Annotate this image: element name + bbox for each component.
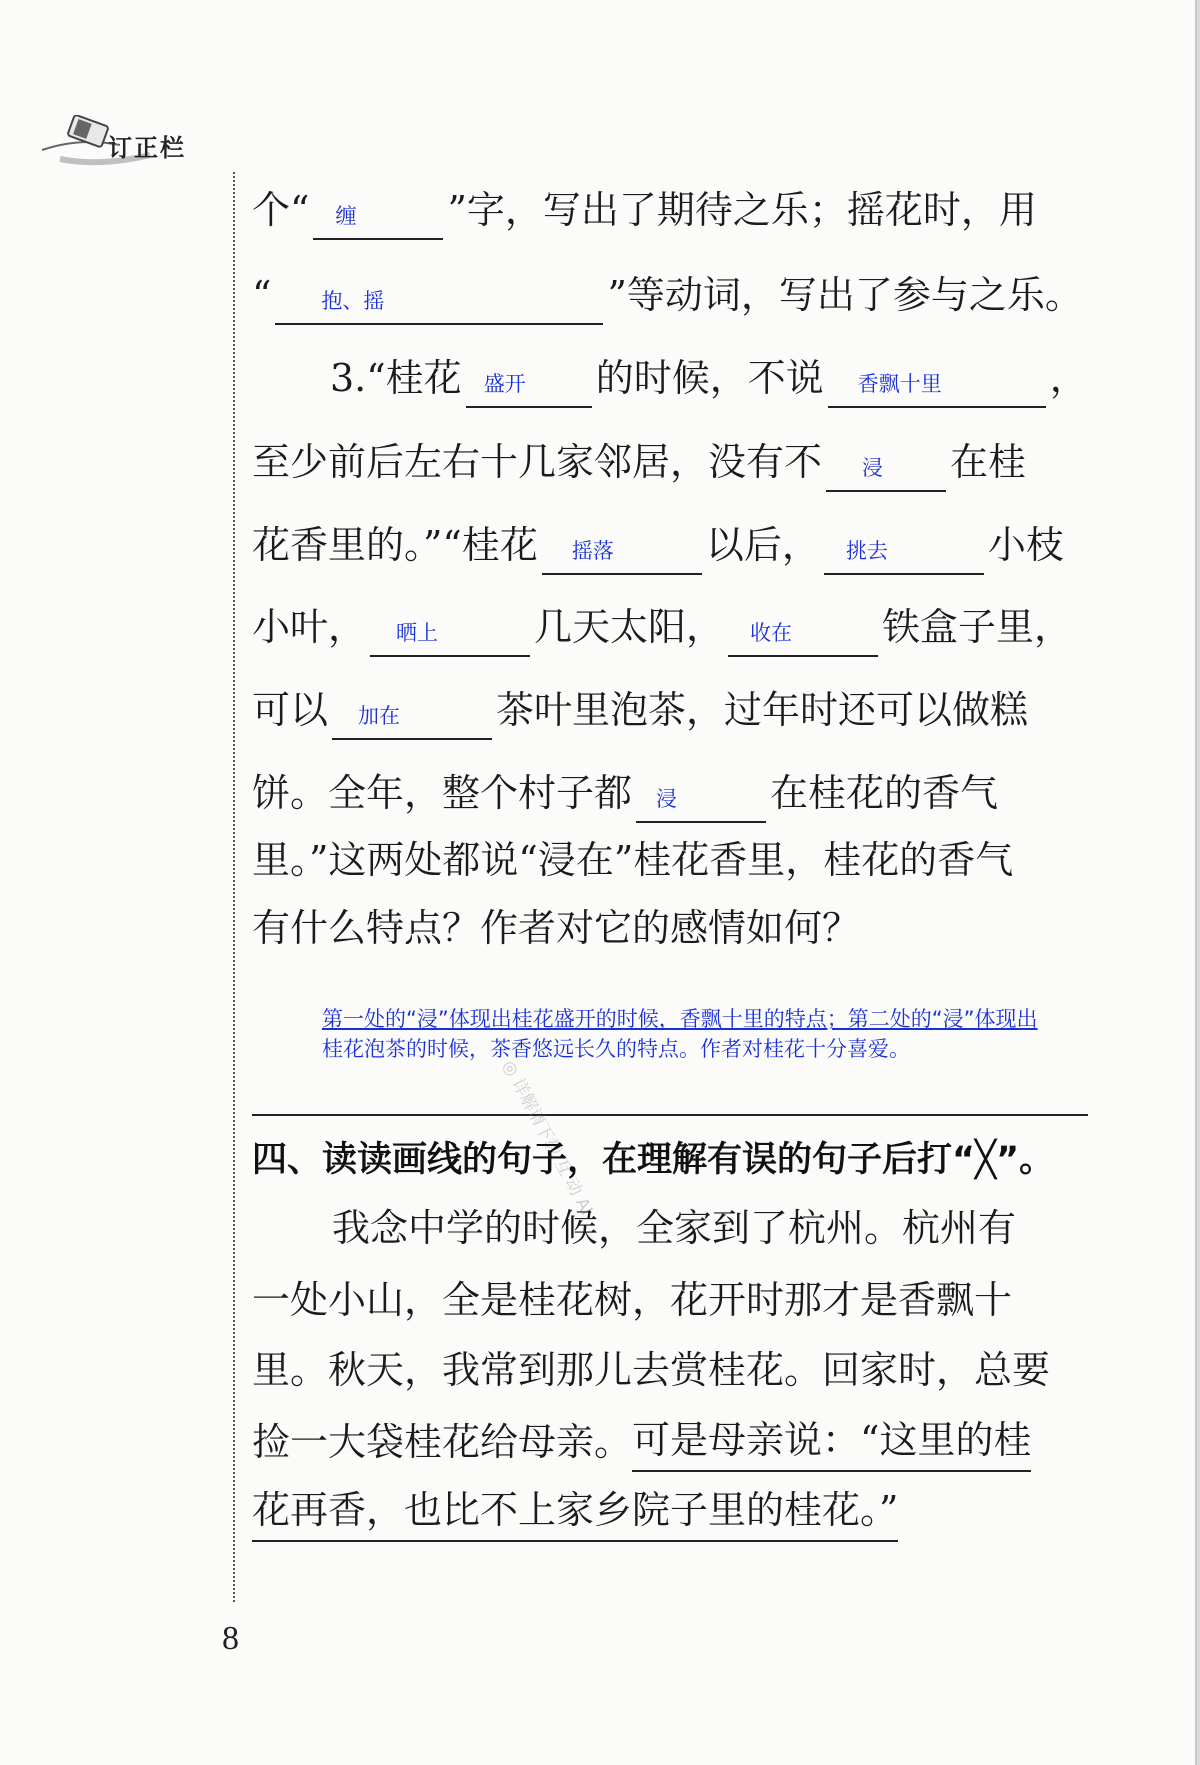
passage-line-4: 捡一大袋桂花给母亲。可是母亲说：“这里的桂 xyxy=(252,1410,1092,1470)
text-line-9: 里。”这两处都说“浸在”桂花香里，桂花的香气 xyxy=(252,838,1014,882)
text-line-1: 个“ 缠 ”字，写出了期待之乐；摇花时，用 xyxy=(252,180,1092,240)
text-line-3: 3.“桂花 盛开 的时候，不说 香飘十里 ， xyxy=(330,348,1170,408)
text-line-7: 可以 加在 茶叶里泡茶，过年时还可以做糕 xyxy=(252,680,1092,740)
passage-line-5 xyxy=(252,1480,1092,1540)
text-line-8: 饼。全年，整个村子都 浸 在桂花的香气 xyxy=(252,763,1092,823)
passage-line-2: 一处小山，全是桂花树，花开时那才是香飘十 xyxy=(252,1278,1013,1322)
answer-blank[interactable]: 缠 xyxy=(313,186,443,240)
answer-blank[interactable]: 挑去 xyxy=(824,521,984,575)
answer-blank[interactable]: 香飘十里 xyxy=(828,354,1046,408)
text-line-5: 花香里的。”“桂花 摇落 以后， 挑去 小枝 xyxy=(252,515,1092,575)
margin-divider xyxy=(233,172,235,1602)
answer-blank[interactable]: 抱、摇 xyxy=(275,271,603,325)
answer-blank[interactable]: 浸 xyxy=(636,769,766,823)
answer-blank[interactable]: 加在 xyxy=(332,686,492,740)
passage-line-3: 里。秋天，我常到那儿去赏桂花。回家时，总要 xyxy=(252,1348,1051,1392)
text-line-6: 小叶， 晒上 几天太阳， 收在 铁盒子里， xyxy=(252,597,1092,657)
watermark: ◎ 详解请下载 互 动 AI xyxy=(497,1057,597,1219)
section-four-heading: 四、读读画线的句子，在理解有误的句子后打“╳”。 xyxy=(252,1140,1055,1180)
answer-blank[interactable]: 浸 xyxy=(826,438,946,492)
question-line: 有什么特点？作者对它的感情如何？ xyxy=(252,906,861,950)
answer-text[interactable]: 第一处的“浸”体现出桂花盛开的时候，香飘十里的特点；第二处的“浸”体现出 桂花泡茶的时候，茶香悠远长久的特点。作者对桂花十分喜爱。 xyxy=(322,1007,1038,1061)
passage-line-1: 我念中学的时候，全家到了杭州。杭州有 xyxy=(332,1206,1017,1250)
answer-blank[interactable]: 晒上 xyxy=(370,603,530,657)
answer-blank[interactable]: 摇落 xyxy=(542,521,702,575)
margin-label-text: 订正栏 xyxy=(108,134,186,162)
answer-blank[interactable]: 收在 xyxy=(728,603,878,657)
underlined-sentence[interactable]: 花再香，也比不上家乡院子里的桂花。” xyxy=(252,1480,898,1542)
answer-blank[interactable]: 盛开 xyxy=(466,354,592,408)
text-line-2: “ 抱、摇 ”等动词，写出了参与之乐。 xyxy=(252,265,1092,325)
text-line-4: 至少前后左右十几家邻居，没有不 浸 在桂 xyxy=(252,432,1092,492)
page-number: 8 xyxy=(222,1620,239,1657)
answer-line xyxy=(252,1114,1088,1116)
underlined-sentence[interactable]: 可是母亲说：“这里的桂 xyxy=(632,1410,1031,1472)
